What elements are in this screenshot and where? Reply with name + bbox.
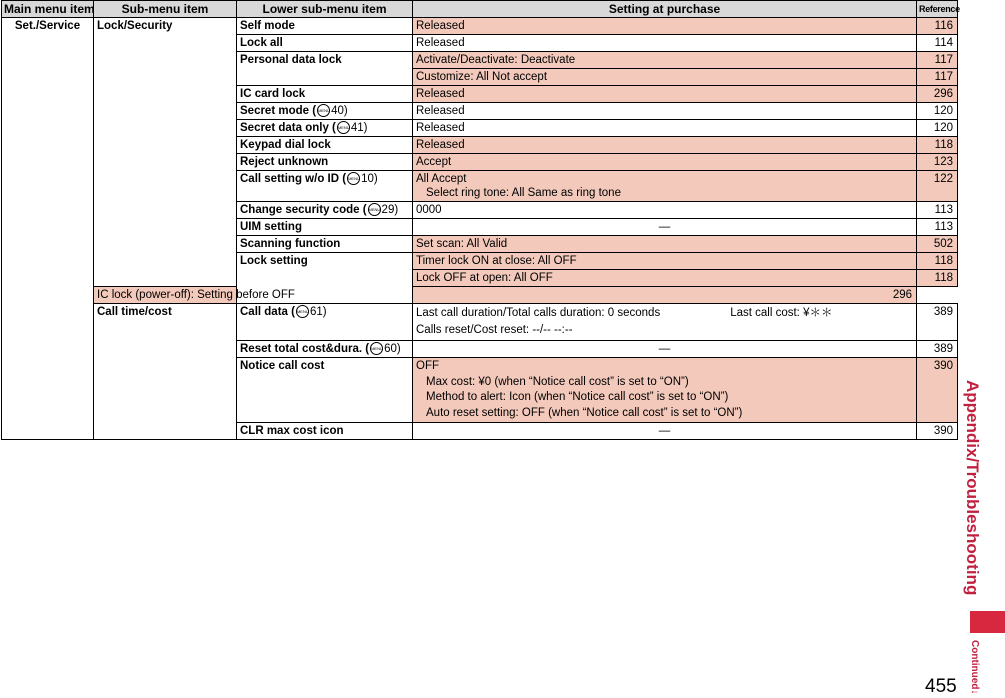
table-row: [2, 304, 958, 341]
reference-page: 120: [917, 120, 958, 137]
reference-page: 113: [917, 219, 958, 236]
lower-item-label: Secret data only: [240, 122, 329, 134]
table-row: [2, 18, 958, 35]
continued-label: Continued↓: [969, 640, 980, 695]
header-row: [2, 1, 958, 18]
setting-line: Auto reset setting: OFF (when “Notice call cost” is set to “ON”): [426, 406, 743, 419]
header-sub: Sub-menu item: [94, 1, 237, 18]
menu-icon: MENU: [368, 203, 381, 216]
main-item-cell: Set./Service: [2, 18, 94, 440]
setting-value: —: [413, 341, 917, 358]
setting-value: [413, 358, 917, 423]
setting-line: Method to alert: Icon (when “Notice call cost” is set to “ON”): [426, 391, 729, 403]
setting-value: IC lock (power-off): Setting before OFF: [94, 287, 237, 304]
page-number: 455: [925, 676, 957, 697]
lower-item-label: Change security code: [240, 204, 360, 216]
menu-number: 60: [384, 343, 397, 355]
section-tab-marker: [970, 611, 1005, 633]
setting-value: Released: [413, 137, 917, 154]
setting-value: Released: [413, 103, 917, 120]
setting-line: Last call duration/Total calls duration: 0 seconds: [416, 307, 661, 319]
reference-page: 502: [917, 236, 958, 253]
lower-item: Call data ( MENU61): [237, 304, 413, 341]
header-setting: Setting at purchase: [413, 1, 917, 18]
lower-item-label: Call setting w/o ID: [240, 173, 340, 185]
reference-page: 296: [917, 86, 958, 103]
setting-value: 0000: [413, 202, 917, 219]
menu-icon: MENU: [370, 342, 383, 355]
lower-item-label: Secret mode: [240, 105, 310, 117]
sub-item-call: Call time/cost: [94, 304, 237, 440]
menu-icon: MENU: [317, 104, 330, 117]
setting-value: Released: [413, 120, 917, 137]
menu-number: 29: [381, 204, 395, 216]
reference-page: 122: [917, 171, 958, 202]
menu-number: 40: [331, 105, 344, 117]
lower-item: Personal data lock: [237, 52, 413, 86]
lower-item: Self mode: [237, 18, 413, 35]
reference-page: 389: [917, 341, 958, 358]
menu-icon: MENU: [337, 121, 350, 134]
lower-item: Change security code ( MENU29): [237, 202, 413, 219]
reference-page: 113: [917, 202, 958, 219]
setting-value: —: [413, 219, 917, 236]
setting-value: —: [413, 423, 917, 440]
lower-item: Keypad dial lock: [237, 137, 413, 154]
setting-line: OFF: [416, 360, 439, 372]
setting-value: Released: [413, 86, 917, 103]
menu-number: 41: [350, 122, 364, 134]
reference-page: 296: [413, 287, 917, 304]
setting-line: All Accept: [416, 173, 467, 185]
setting-value: Timer lock ON at close: All OFF: [413, 253, 917, 270]
header-main: Main menu item: [2, 1, 94, 18]
sub-item-lock: Lock/Security: [94, 18, 237, 287]
setting-line: Max cost: ¥0 (when “Notice call cost” is set to “ON”): [426, 375, 689, 388]
menu-number: 61: [309, 306, 323, 318]
setting-value: Customize: All Not accept: [413, 69, 917, 86]
setting-value: Accept: [413, 154, 917, 171]
reference-page: 118: [917, 253, 958, 270]
setting-value: Released: [413, 35, 917, 52]
header-reference: Reference: [917, 1, 958, 18]
setting-value: Activate/Deactivate: Deactivate: [413, 52, 917, 69]
setting-value: Set scan: All Valid: [413, 236, 917, 253]
lower-item: Secret data only ( MENU41): [237, 120, 413, 137]
setting-value: Lock OFF at open: All OFF: [413, 270, 917, 287]
lower-item: Reset total cost&dura. ( MENU60): [237, 341, 413, 358]
settings-table: [1, 0, 958, 440]
menu-icon: MENU: [347, 172, 360, 185]
lower-item: Notice call cost: [237, 358, 413, 423]
reference-page: 117: [917, 52, 958, 69]
reference-page: 120: [917, 103, 958, 120]
lower-item: Call setting w/o ID ( MENU10): [237, 171, 413, 202]
setting-value: [413, 304, 917, 341]
setting-line: Select ring tone: All Same as ring tone: [426, 187, 621, 199]
lower-item: CLR max cost icon: [237, 423, 413, 440]
reference-page: 118: [917, 137, 958, 154]
lower-item: IC card lock: [237, 86, 413, 103]
reference-page: 123: [917, 154, 958, 171]
reference-page: 117: [917, 69, 958, 86]
reference-page: 114: [917, 35, 958, 52]
setting-line: Calls reset/Cost reset: --/-- --:--: [416, 324, 573, 336]
reference-page: 116: [917, 18, 958, 35]
lower-item: UIM setting: [237, 219, 413, 236]
reference-page: 390: [917, 358, 958, 423]
lower-item: Secret mode ( MENU40): [237, 103, 413, 120]
reference-page: 118: [917, 270, 958, 287]
setting-value: Released: [413, 18, 917, 35]
reference-page: 389: [917, 304, 958, 341]
reference-page: 390: [917, 423, 958, 440]
lower-item-label: Reset total cost&dura.: [240, 343, 363, 355]
section-side-tab: Appendix/Troubleshooting: [963, 380, 982, 596]
header-lower: Lower sub-menu item: [237, 1, 413, 18]
setting-value: [413, 171, 917, 202]
lower-item: Lock all: [237, 35, 413, 52]
setting-line: Last call cost: ¥＊＊: [730, 307, 833, 319]
lower-item: Reject unknown: [237, 154, 413, 171]
table-row: [2, 287, 958, 304]
menu-icon: MENU: [296, 305, 309, 318]
lower-item-label: Call data: [240, 306, 288, 318]
menu-number: 10: [361, 173, 374, 185]
lower-item: Lock setting: [237, 253, 413, 304]
lower-item: Scanning function: [237, 236, 413, 253]
